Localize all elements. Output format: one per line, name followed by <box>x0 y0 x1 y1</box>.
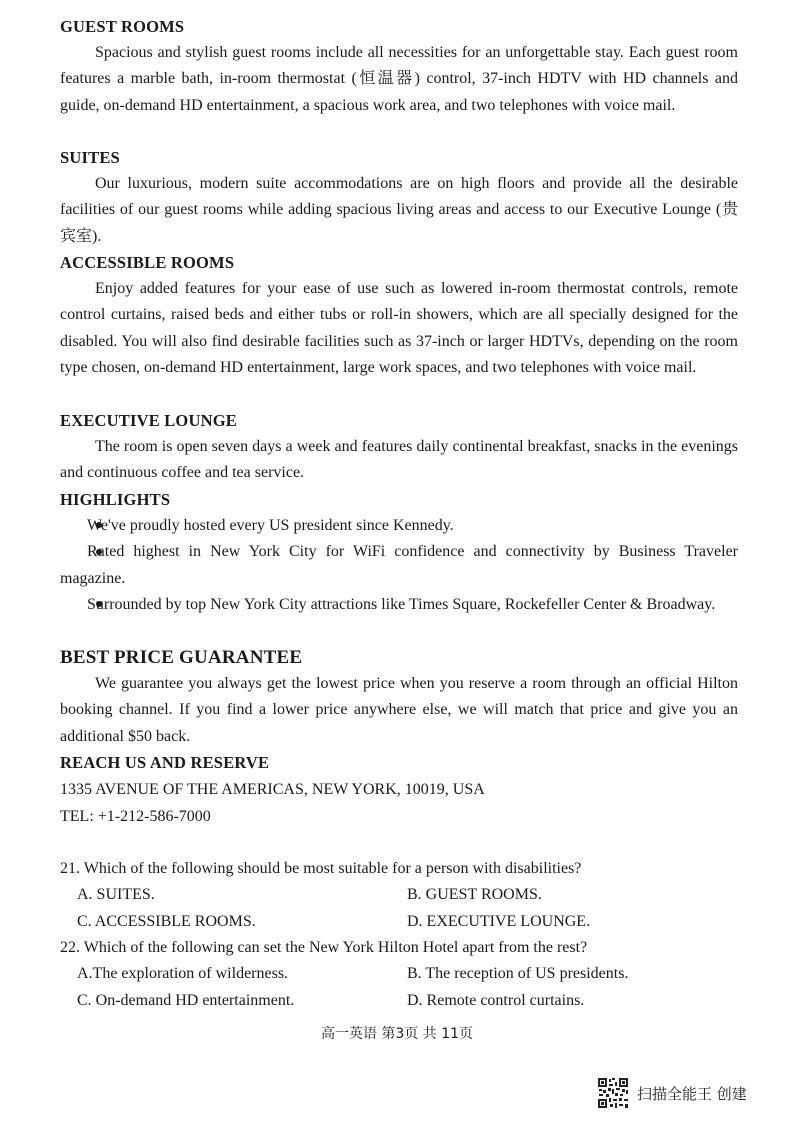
option-c: C. ACCESSIBLE ROOMS. <box>77 912 256 930</box>
question-prompt: 22. Which of the following can set the New York Hilton Hotel apart from the rest? <box>60 939 588 956</box>
section-highlights <box>60 487 738 618</box>
guarantee-paragraph: We guarantee you always get the lowest price when you reserve a room through an official Hilton booking channel. If you find a lower price anywhere else, we will match that price and give you an additional $50 back. <box>60 675 738 745</box>
option-row <box>60 988 738 1014</box>
contact-tel: TEL: +1-212-586-7000 <box>60 808 211 825</box>
section-paragraph: Our luxurious, modern suite accommodations are on high floors and provide all the desirable facilities of our guest rooms while adding spacious living areas and access to our Executive Lounge (贵宾室). <box>60 175 738 245</box>
section-paragraph: Enjoy added features for your ease of use such as lowered in-room thermostat controls, remote control curtains, raised beds and either tubs or roll-in showers, which are all specially designed for the disabled. You will also find desirable facilities such as 37-inch or larger HDTVs, depending on the room type chosen, on-demand HD entertainment, large work spaces, and two telephones with voice mail. <box>60 280 738 376</box>
section-executive-lounge <box>60 408 738 487</box>
question-22 <box>60 935 738 1014</box>
highlight-item: We've proudly hosted every US president since Kennedy. <box>60 513 738 539</box>
section-paragraph: Spacious and stylish guest rooms include all necessities for an unforgettable stay. Each guest room features a marble bath, in-room thermostat (恒温器) control, 37-inch HDTV with HD channels and guide, on-demand HD entertainment, a spacious work area, and two telephones with voice mail. <box>60 44 738 114</box>
section-guest-rooms <box>60 14 738 119</box>
option-d: D. EXECUTIVE LOUNGE. <box>407 912 591 930</box>
option-row <box>60 909 738 935</box>
qr-code-icon <box>597 1077 629 1109</box>
section-heading: SUITES <box>60 148 120 167</box>
section-heading: ACCESSIBLE ROOMS <box>60 253 235 272</box>
option-b: B. The reception of US presidents. <box>407 965 629 983</box>
highlight-item: Surrounded by top New York City attractions like Times Square, Rockefeller Center & Broadway. <box>60 592 738 618</box>
section-suites <box>60 145 738 250</box>
section-accessible-rooms <box>60 250 738 381</box>
highlight-item: Rated highest in New York City for WiFi confidence and connectivity by Business Traveler magazine. <box>60 539 738 592</box>
contact-address: 1335 AVENUE OF THE AMERICAS, NEW YORK, 10019, USA <box>60 781 485 798</box>
question-prompt: 21. Which of the following should be most suitable for a person with disabilities? <box>60 860 582 877</box>
page-footer: 高一英语 第3页 共 11页 <box>320 1026 474 1042</box>
section-paragraph: The room is open seven days a week and features daily continental breakfast, snacks in the evenings and continuous coffee and tea service. <box>60 438 738 482</box>
bullet-icon <box>78 539 87 548</box>
guarantee-heading: BEST PRICE GUARANTEE <box>60 647 303 668</box>
option-row <box>60 961 738 987</box>
option-a: A. SUITES. <box>77 886 155 904</box>
option-b: B. GUEST ROOMS. <box>407 886 542 904</box>
question-21 <box>60 856 738 935</box>
option-a: A.The exploration of wilderness. <box>77 965 289 983</box>
section-heading: EXECUTIVE LOUNGE <box>60 411 237 430</box>
contact-heading: REACH US AND RESERVE <box>60 753 270 772</box>
section-best-price-guarantee <box>60 644 738 750</box>
section-heading: GUEST ROOMS <box>60 17 185 36</box>
option-row <box>60 882 738 908</box>
scanner-stamp <box>597 1076 747 1110</box>
section-contact <box>60 750 738 830</box>
option-c: C. On-demand HD entertainment. <box>77 991 295 1009</box>
bullet-icon <box>78 513 87 522</box>
bullet-icon <box>78 592 87 601</box>
option-d: D. Remote control curtains. <box>407 991 585 1009</box>
highlights-heading: HIGHLIGHTS <box>60 490 171 509</box>
scanner-stamp-text: 扫描全能王 创建 <box>637 1084 747 1103</box>
